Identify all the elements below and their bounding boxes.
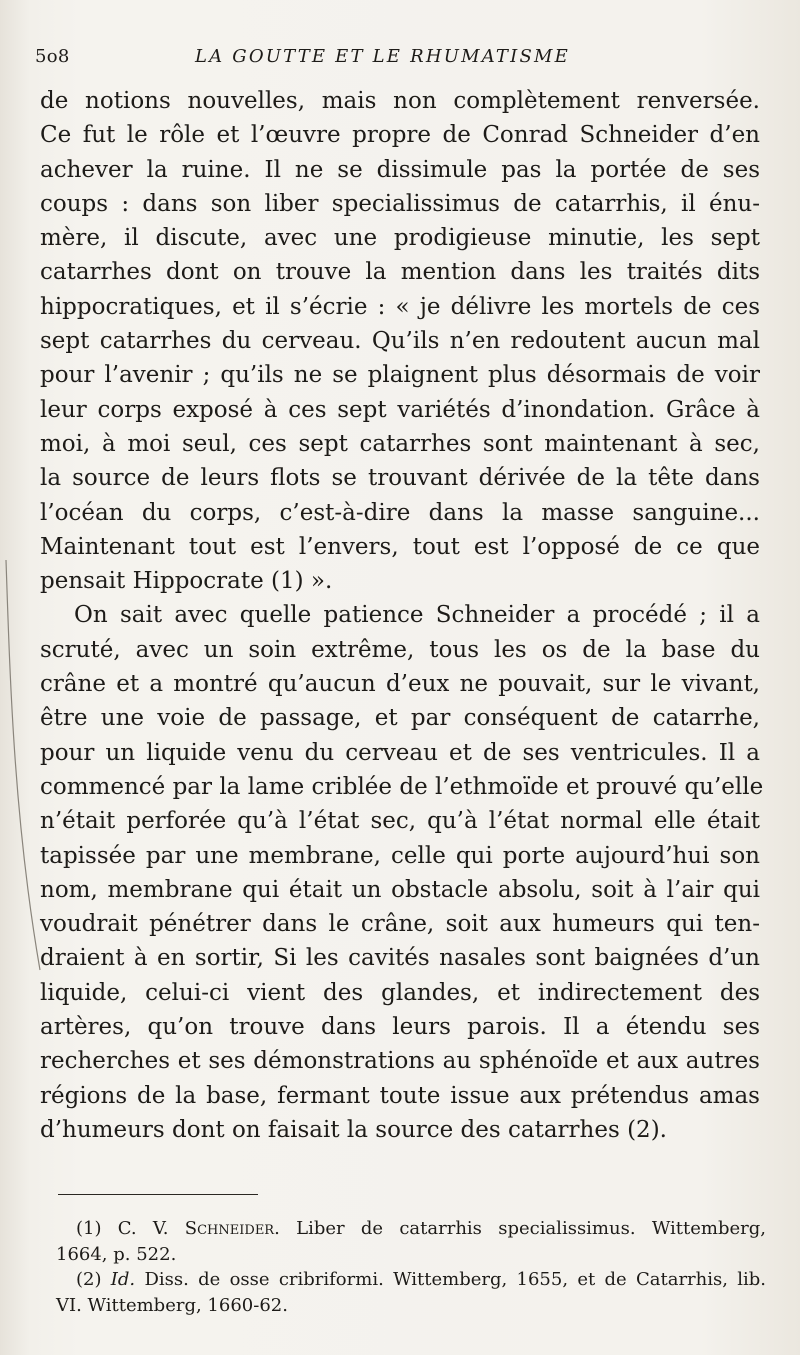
- text-line: être une voie de passage, et par conséquent de catarrhe,: [40, 705, 760, 732]
- footnote-2-id: Id.: [110, 1269, 136, 1290]
- footnote-1-continuation: 1664, p. 522.: [56, 1243, 177, 1265]
- text-line: régions de la base, fermant toute issue aux prétendus amas: [40, 1082, 760, 1109]
- text-line: draient à en sortir, Si les cavités nasales sont baignées d’un: [40, 945, 760, 972]
- body-text: [40, 84, 764, 1147]
- footnote-2-continuation: VI. Wittemberg, 1660-62.: [56, 1294, 288, 1316]
- text-line: pour l’avenir ; qu’ils ne se plaignent plus désormais de voir: [40, 362, 760, 389]
- text-line: n’était perforée qu’à l’état sec, qu’à l’état normal elle était: [40, 808, 760, 835]
- footnote-rule: [58, 1194, 258, 1195]
- text-line: hippocratiques, et il s’écrie : « je délivre les mortels de ces: [40, 293, 760, 320]
- text-line: recherches et ses démonstrations au sphénoïde et aux autres: [40, 1048, 760, 1075]
- text-line: coups : dans son liber specialissimus de catarrhis, il énu-: [40, 190, 760, 217]
- text-line: commencé par la lame criblée de l’ethmoïde et prouvé qu’elle: [40, 773, 764, 800]
- text-line: liquide, celui-ci vient des glandes, et indirectement des: [40, 979, 760, 1006]
- text-line: scruté, avec un soin extrême, tous les os de la base du: [40, 636, 760, 663]
- footnote-1: [56, 1216, 766, 1242]
- text-line: crâne et a montré qu’aucun d’eux ne pouvait, sur le vivant,: [40, 671, 760, 698]
- text-line: de notions nouvelles, mais non complètement renversée.: [40, 88, 760, 114]
- running-title: LA GOUTTE ET LE RHUMATISME: [195, 46, 570, 67]
- text-line: l’océan du corps, c’est-à-dire dans la masse sanguine...: [40, 499, 760, 526]
- text-line: sept catarrhes du cerveau. Qu’ils n’en redoutent aucun mal: [40, 328, 760, 355]
- text-line: Maintenant tout est l’envers, tout est l’opposé de ce que: [40, 533, 760, 560]
- footnote-1-author: Schneider: [184, 1218, 275, 1239]
- page-header: [35, 44, 775, 74]
- text-line: catarrhes dont on trouve la mention dans les traités dits: [40, 259, 760, 286]
- text-line: tapissée par une membrane, celle qui porte aujourd’hui son: [40, 842, 760, 869]
- text-line: la source de leurs flots se trouvant dérivée de la tête dans: [40, 465, 760, 492]
- text-line: pour un liquide venu du cerveau et de ses ventricules. Il a: [40, 739, 760, 766]
- footnote-2-text: Diss. de osse cribriformi. Wittemberg, 1655, et de Catarrhis, lib.: [135, 1269, 766, 1290]
- footnotes: [56, 1216, 766, 1318]
- text-line: Ce fut le rôle et l’œuvre propre de Conrad Schneider d’en: [40, 122, 760, 149]
- page-number: 5o8: [35, 46, 70, 67]
- footnote-1-text: . Liber de catarrhis specialissimus. Wittemberg,: [274, 1218, 766, 1239]
- text-line: d’humeurs dont on faisait la source des catarrhes (2).: [40, 1116, 667, 1143]
- text-line: achever la ruine. Il ne se dissimule pas la portée de ses: [40, 156, 760, 183]
- text-line: leur corps exposé à ces sept variétés d’inondation. Grâce à: [40, 396, 760, 423]
- footnote-2: [56, 1267, 766, 1293]
- text-line: artères, qu’on trouve dans leurs parois. Il a étendu ses: [40, 1014, 760, 1041]
- text-line: On sait avec quelle patience Schneider a procédé ; il a: [74, 602, 760, 629]
- text-line: voudrait pénétrer dans le crâne, soit aux humeurs qui ten-: [40, 911, 760, 938]
- text-line: moi, à moi seul, ces sept catarrhes sont maintenant à sec,: [40, 430, 760, 457]
- text-line: mère, il discute, avec une prodigieuse minutie, les sept: [40, 225, 760, 252]
- text-line: nom, membrane qui était un obstacle absolu, soit à l’air qui: [40, 876, 760, 903]
- footnote-1-marker: (1) C. V.: [76, 1218, 185, 1239]
- text-line: pensait Hippocrate (1) ».: [40, 568, 333, 595]
- footnote-2-marker: (2): [76, 1269, 111, 1290]
